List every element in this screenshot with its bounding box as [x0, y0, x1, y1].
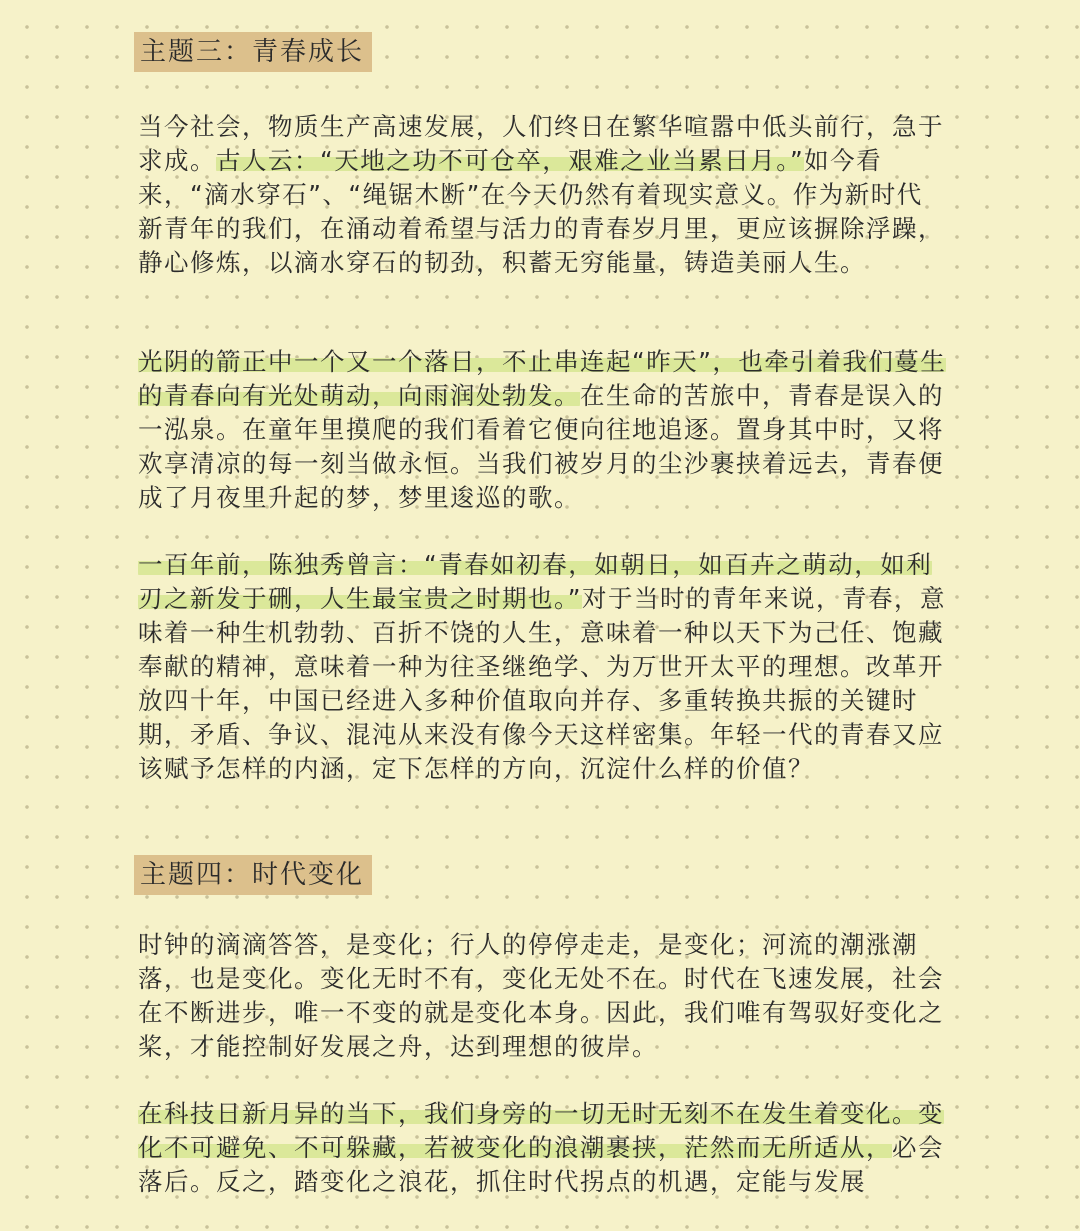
paragraph-youth-2	[138, 345, 948, 515]
paragraph-text: 时钟的滴滴答答，是变化；行人的停停走走，是变化；河流的潮涨潮落，也是变化。变化无时不有，变化无处不在。时代在飞速发展，社会在不断进步，唯一不变的就是变化本身。因此，我们唯有驾驭好变化之桨，才能控制好发展之舟，达到理想的彼岸。	[138, 930, 944, 1061]
paragraph-youth-1	[138, 110, 948, 280]
section-heading-era-change: 主题四：时代变化	[134, 855, 372, 895]
highlighted-sentence: 光阴的箭正中一个又一个落日，不止串连起“昨天”，也牵引着我们蔓生的青春向有光处萌动，向雨润处勃发。	[138, 347, 947, 410]
paragraph-text: 当今社会，物质生产高速发展，人们终日在繁华喧嚣中低头前行，急于求成。	[138, 112, 944, 175]
paragraph-change-1	[138, 928, 948, 1064]
paragraph-text: 在生命的苦旅中，青春是误入的一泓泉。在童年里摸爬的我们看着它便向往地追逐。置身其中时，又将欢享清凉的每一刻当做永恒。当我们被岁月的尘沙裹挟着远去，青春便成了月夜里升起的梦，梦里逡巡的歌。	[138, 381, 944, 512]
highlighted-quote: 古人云：“天地之功不可仓卒，艰难之业当累日月。”	[216, 146, 805, 175]
highlighted-quote: 一百年前，陈独秀曾言：“青春如初春，如朝日，如百卉之萌动，如利刃之新发于硎，人生最宝贵之时期也。”	[138, 550, 933, 613]
paragraph-text: 必会落后。反之，踏变化之浪花，抓住时代拐点的机遇，定能与发展	[138, 1133, 944, 1196]
paragraph-change-2	[138, 1097, 948, 1199]
paragraph-youth-3	[138, 548, 948, 786]
paragraph-text: 如今看来，“滴水穿石”、“绳锯木断”在今天仍然有着现实意义。作为新时代新青年的我们，在涌动着希望与活力的青春岁月里，更应该摒除浮躁，静心修炼，以滴水穿石的韧劲，积蓄无穷能量，铸造美丽人生。	[138, 146, 944, 277]
highlighted-sentence: 在科技日新月异的当下，我们身旁的一切无时无刻不在发生着变化。变化不可避免、不可躲藏，若被变化的浪潮裹挟，茫然而无所适从，	[138, 1099, 944, 1162]
paragraph-text: 对于当时的青年来说，青春，意味着一种生机勃勃、百折不饶的人生，意味着一种以天下为己任、饱藏奉献的精神，意味着一种为往圣继绝学、为万世开太平的理想。改革开放四十年，中国已经进入多种价值取向并存、多重转换共振的关键时期，矛盾、争议、混沌从来没有像今天这样密集。年轻一代的青春又应该赋予怎样的内涵，定下怎样的方向，沉淀什么样的价值？	[138, 584, 946, 783]
section-heading-youth-growth: 主题三：青春成长	[134, 32, 372, 72]
